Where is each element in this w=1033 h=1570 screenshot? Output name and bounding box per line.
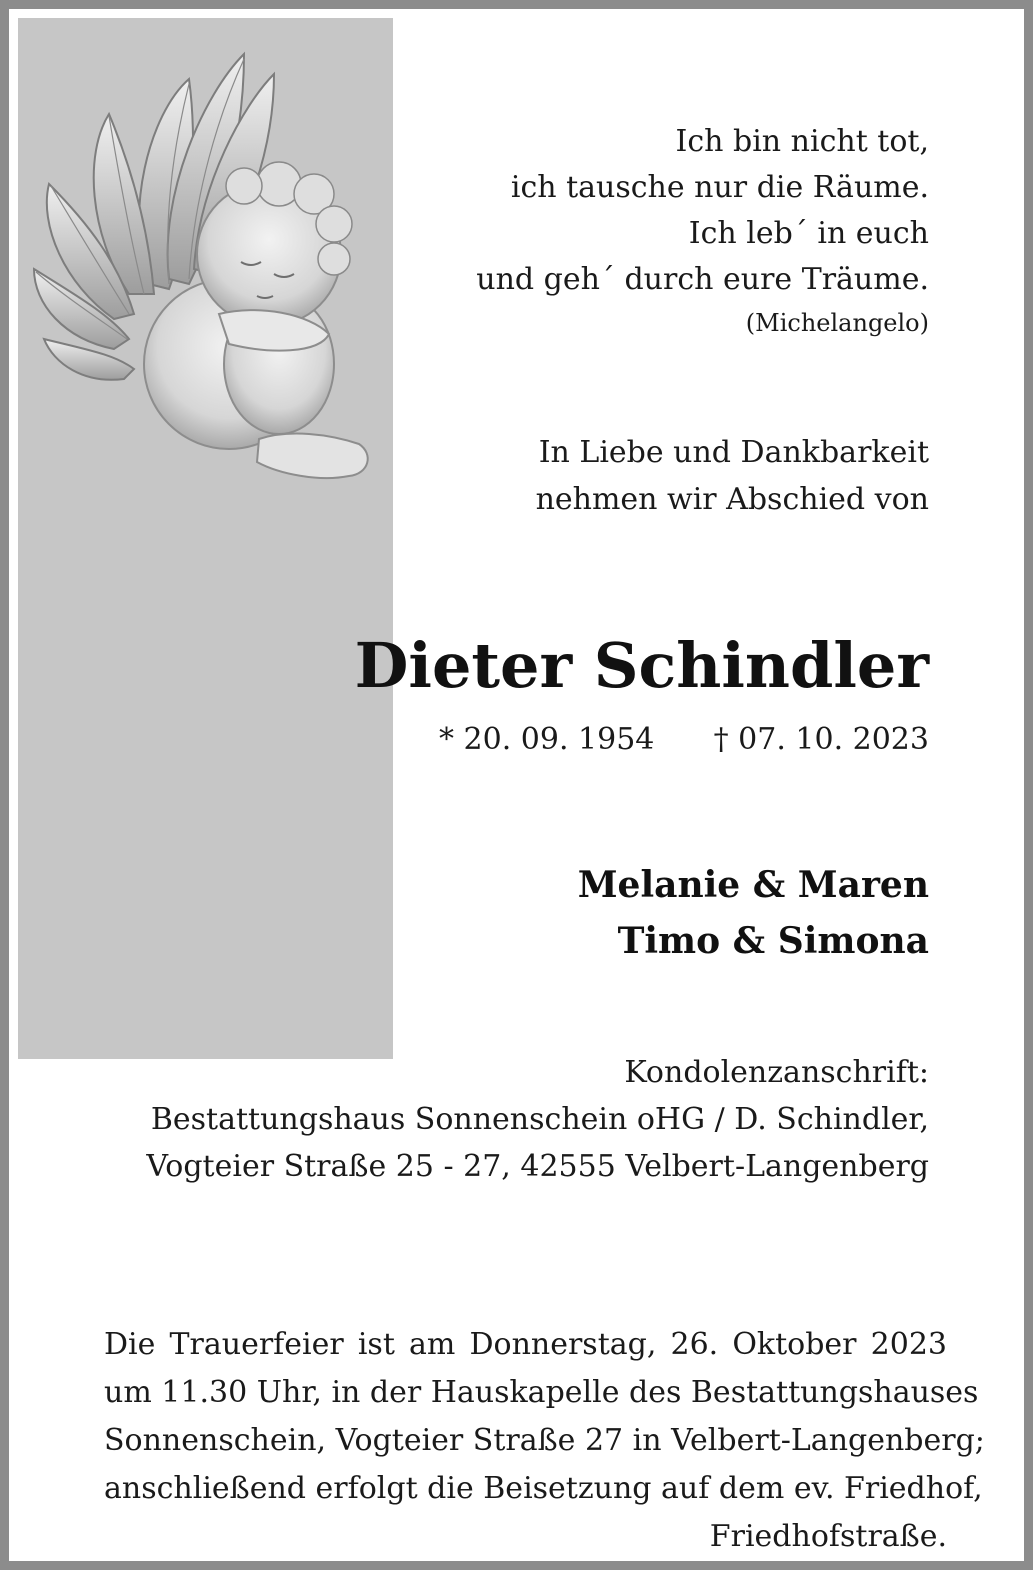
ceremony-info (104, 1321, 985, 1561)
ceremony-line: Friedhofstraße. (709, 1519, 947, 1554)
sleeping-angel-icon (29, 34, 379, 489)
family-line: Melanie & Maren (577, 864, 929, 906)
poem-line: und geh´ durch eure Träume. (476, 262, 929, 297)
ceremony-line: anschließend erfolgt die Beisetzung auf dem ev. Friedhof, (104, 1471, 983, 1506)
family-names (578, 857, 929, 969)
condolence-line: Bestattungshaus Sonnenschein oHG / D. Schindler, (150, 1102, 929, 1137)
farewell-line: In Liebe und Dankbarkeit (538, 435, 929, 470)
condolence-heading: Kondolenzanschrift: (624, 1055, 929, 1090)
poem-line: ich tausche nur die Räume. (510, 170, 929, 205)
poem-author: (Michelangelo) (745, 309, 929, 337)
farewell-text (536, 429, 929, 523)
family-line: Timo & Simona (617, 920, 929, 962)
poem-line: Ich leb´ in euch (688, 216, 929, 251)
condolence-line: Vogteier Straße 25 - 27, 42555 Velbert-Langenberg (146, 1149, 929, 1184)
condolence-address (146, 1049, 929, 1190)
poem (476, 119, 929, 343)
deceased-name: Dieter Schindler (354, 629, 929, 702)
ceremony-line: um 11.30 Uhr, in der Hauskapelle des Bestattungshauses (104, 1375, 979, 1410)
ceremony-line: Die Trauerfeier ist am Donnerstag, 26. Oktober 2023 (104, 1327, 947, 1362)
farewell-line: nehmen wir Abschied von (535, 482, 929, 517)
birth-date: * 20. 09. 1954 (439, 722, 655, 757)
poem-line: Ich bin nicht tot, (675, 124, 929, 159)
ceremony-line: Sonnenschein, Vogteier Straße 27 in Velbert-Langenberg; (104, 1423, 985, 1458)
death-date: † 07. 10. 2023 (713, 722, 929, 757)
